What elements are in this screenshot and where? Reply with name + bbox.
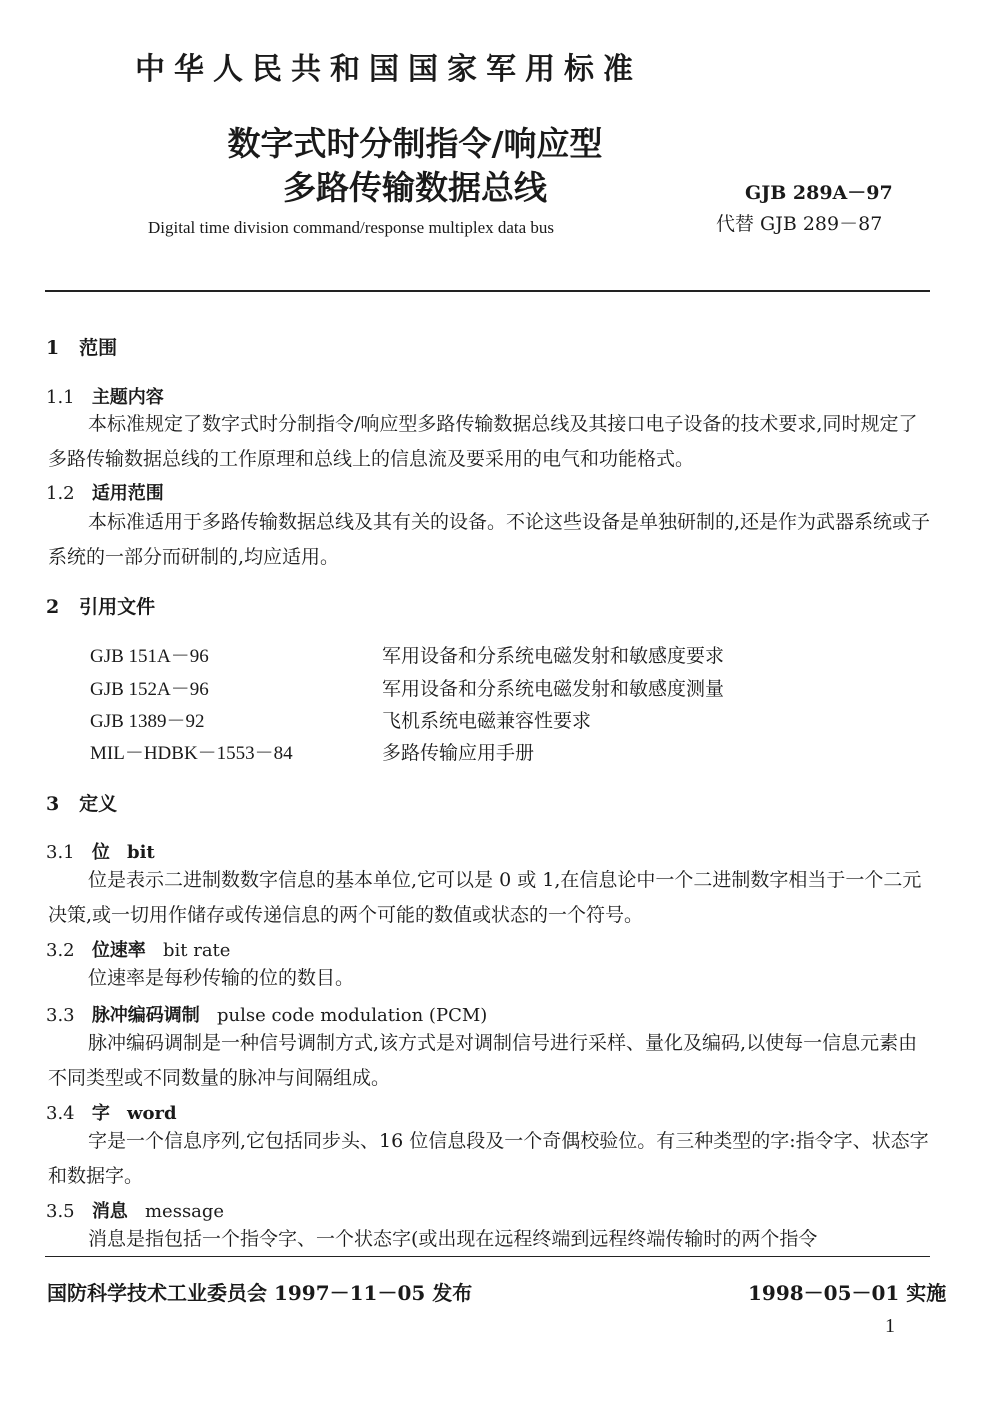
reference-title: 军用设备和分系统电磁发射和敏感度测量 — [382, 678, 725, 700]
reference-title: 多路传输应用手册 — [382, 742, 535, 764]
section-1-2-text: 本标准适用于多路传输数据总线及其有关的设备。不论这些设备是单独研制的,还是作为武器系统或子系统的一部分而研制的,均应适用。 — [48, 511, 931, 568]
reference-title: 军用设备和分系统电磁发射和敏感度要求 — [382, 645, 725, 667]
section-3-1-heading: 3.1 位 bit — [46, 842, 155, 863]
section-2-heading: 2 引用文件 — [46, 596, 156, 618]
reference-code: GJB 151A－96 — [90, 646, 209, 667]
replaces-code: 代替 GJB 289－87 — [716, 213, 883, 235]
english-title: Digital time division command/response multiplex data bus — [148, 218, 555, 237]
section-1-2-heading: 1.2 适用范围 — [46, 483, 164, 504]
section-3-2-text: 位速率是每秒传输的位的数目。 — [88, 967, 355, 989]
section-3-3-text: 脉冲编码调制是一种信号调制方式,该方式是对调制信号进行采样、量化及编码,以使每一信息元素由不同类型或不同数量的脉冲与间隔组成。 — [48, 1032, 918, 1089]
reference-code: GJB 1389－92 — [90, 711, 205, 732]
section-1-1-text: 本标准规定了数字式时分制指令/响应型多路传输数据总线及其接口电子设备的技术要求,同时规定了多路传输数据总线的工作原理和总线上的信息流及要采用的电气和功能格式。 — [48, 413, 918, 470]
reference-code: GJB 152A－96 — [90, 679, 209, 700]
section-1-heading: 1 范围 — [46, 337, 118, 359]
section-3-3-heading: 3.3 脉冲编码调制 pulse code modulation (PCM) — [46, 1005, 488, 1026]
footer-divider — [45, 1256, 930, 1257]
section-3-heading: 3 定义 — [46, 793, 118, 815]
section-3-4-text: 字是一个信息序列,它包括同步头、16 位信息段及一个奇偶校验位。有三种类型的字:指令字、状态字和数据字。 — [48, 1130, 929, 1187]
section-3-4-heading: 3.4 字 word — [46, 1103, 177, 1124]
issuer-date: 国防科学技术工业委员会 1997－11－05 发布 — [47, 1281, 473, 1305]
header-divider — [45, 290, 930, 292]
effective-date: 1998－05－01 实施 — [748, 1281, 947, 1305]
doc-title-line2: 多路传输数据总线 — [283, 168, 547, 207]
reference-title: 飞机系统电磁兼容性要求 — [382, 710, 592, 732]
reference-code: MIL－HDBK－1553－84 — [90, 743, 293, 764]
doc-title-line1: 数字式时分制指令/响应型 — [227, 124, 603, 163]
section-3-1-text: 位是表示二进制数数字信息的基本单位,它可以是 0 或 1,在信息论中一个二进制数字相当于一个二元决策,或一切用作储存或传递信息的两个可能的数值或状态的一个符号。 — [48, 869, 922, 926]
standard-header: 中华人民共和国国家军用标准 — [135, 52, 642, 87]
page-number: 1 — [885, 1315, 895, 1337]
standard-code: GJB 289A－97 — [745, 182, 893, 204]
section-3-2-heading: 3.2 位速率 bit rate — [46, 940, 231, 961]
section-1-1-heading: 1.1 主题内容 — [46, 387, 164, 408]
section-3-5-text: 消息是指包括一个指令字、一个状态字(或出现在远程终端到远程终端传输时的两个指令 — [88, 1228, 818, 1250]
section-3-5-heading: 3.5 消息 message — [46, 1201, 225, 1222]
